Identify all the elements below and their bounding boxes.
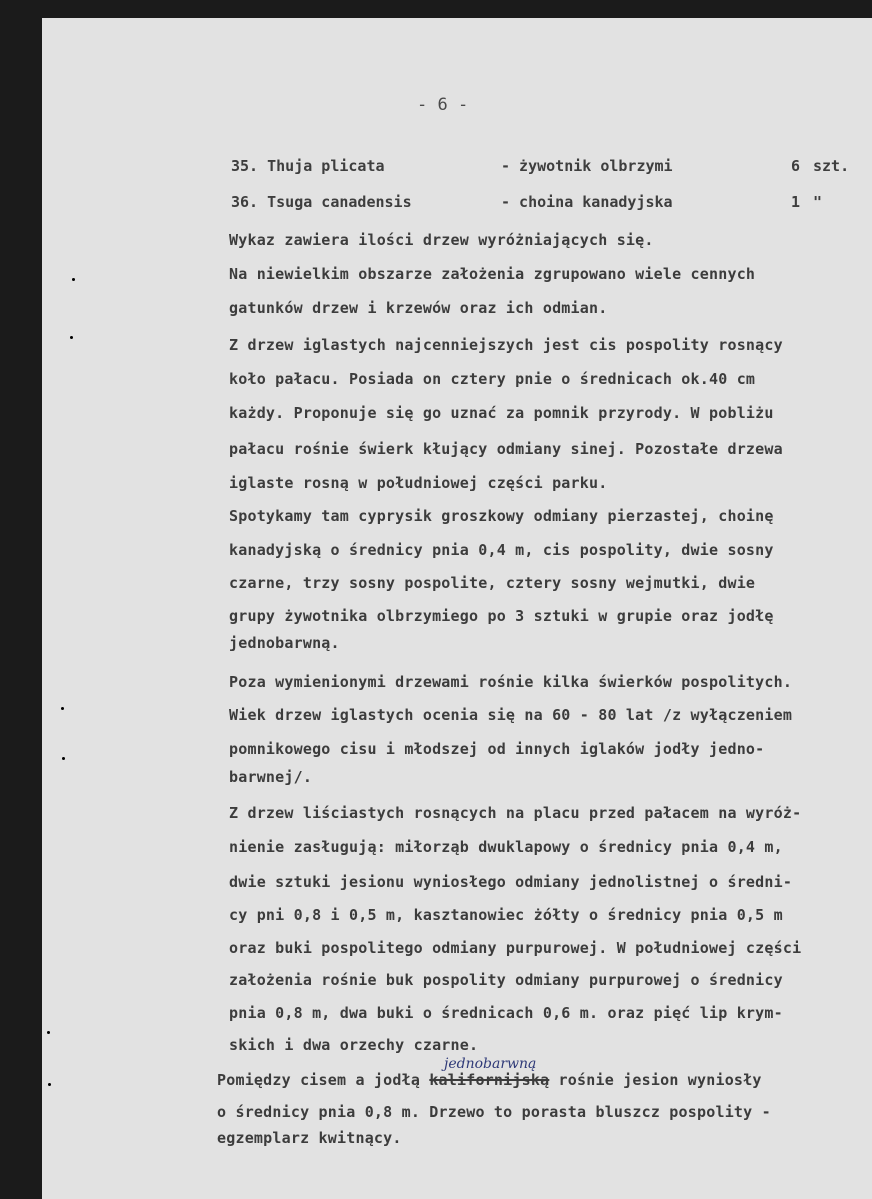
text-line: iglaste rosną w południowej części parku. bbox=[229, 474, 608, 492]
text-line: pałacu rośnie świerk kłujący odmiany sinej. Pozostałe drzewa bbox=[229, 440, 783, 458]
text-line: grupy żywotnika olbrzymiego po 3 sztuki w grupie oraz jodłę bbox=[229, 607, 774, 625]
text-segment: Pomiędzy cisem a jodłą bbox=[217, 1071, 421, 1089]
text-line: barwnej/. bbox=[229, 768, 313, 786]
text-line: pnia 0,8 m, dwa buki o średnicach 0,6 m. oraz pięć lip krym- bbox=[229, 1004, 783, 1022]
species-quantity: 6 bbox=[791, 157, 801, 175]
margin-dot bbox=[62, 757, 65, 760]
species-row bbox=[231, 193, 861, 217]
text-line: skich i dwa orzechy czarne. bbox=[229, 1036, 479, 1054]
species-latin-name: 36. Tsuga canadensis bbox=[231, 193, 412, 211]
text-segment: rośnie jesion wyniosły bbox=[558, 1071, 762, 1089]
text-line: oraz buki pospolitego odmiany purpurowej. W południowej części bbox=[229, 939, 802, 957]
text-line: kanadyjską o średnicy pnia 0,4 m, cis pospolity, dwie sosny bbox=[229, 541, 774, 559]
species-unit: szt. bbox=[813, 157, 850, 175]
text-line: Z drzew liściastych rosnących na placu przed pałacem na wyróż- bbox=[229, 804, 802, 822]
text-line: Wiek drzew iglastych ocenia się na 60 - 80 lat /z wyłączeniem bbox=[229, 706, 793, 724]
margin-dot bbox=[47, 1031, 50, 1034]
text-line: egzemplarz kwitnący. bbox=[217, 1129, 402, 1147]
margin-dot bbox=[72, 278, 75, 281]
text-line: założenia rośnie buk pospolity odmiany purpurowej o średnicy bbox=[229, 971, 783, 989]
species-quantity: 1 bbox=[791, 193, 801, 211]
species-row bbox=[231, 157, 861, 181]
text-line: Na niewielkim obszarze założenia zgrupowano wiele cennych bbox=[229, 265, 756, 283]
text-line: Wykaz zawiera ilości drzew wyróżniających się. bbox=[229, 231, 654, 249]
text-line: jednobarwną. bbox=[229, 634, 340, 652]
text-line: Spotykamy tam cyprysik groszkowy odmiany pierzastej, choinę bbox=[229, 507, 774, 525]
text-line: koło pałacu. Posiada on cztery pnie o średnicach ok.40 cm bbox=[229, 370, 756, 388]
margin-dot bbox=[61, 707, 64, 710]
margin-dot bbox=[48, 1083, 51, 1086]
species-polish-name: - żywotnik olbrzymi bbox=[501, 157, 673, 175]
text-line: pomnikowego cisu i młodszej od innych iglaków jodły jedno- bbox=[229, 740, 765, 758]
species-latin-name: 35. Thuja plicata bbox=[231, 157, 385, 175]
struck-word: kalifornijską bbox=[429, 1071, 550, 1089]
text-line: gatunków drzew i krzewów oraz ich odmian. bbox=[229, 299, 608, 317]
page-number: - 6 - bbox=[417, 95, 469, 115]
text-line: każdy. Proponuje się go uznać za pomnik przyrody. W pobliżu bbox=[229, 404, 774, 422]
text-line: dwie sztuki jesionu wyniosłego odmiany jednolistnej o średni- bbox=[229, 873, 793, 891]
margin-dot bbox=[70, 336, 73, 339]
handwritten-correction: jednobarwną bbox=[444, 1056, 537, 1072]
text-line: nienie zasługują: miłorząb dwuklapowy o średnicy pnia 0,4 m, bbox=[229, 838, 783, 856]
text-line bbox=[217, 1071, 762, 1089]
text-line: cy pni 0,8 i 0,5 m, kasztanowiec żółty o średnicy pnia 0,5 m bbox=[229, 906, 783, 924]
text-line: Poza wymienionymi drzewami rośnie kilka świerków pospolitych. bbox=[229, 673, 793, 691]
text-line: o średnicy pnia 0,8 m. Drzewo to porasta bluszcz pospolity - bbox=[217, 1103, 771, 1121]
species-unit: " bbox=[813, 193, 823, 211]
text-line: czarne, trzy sosny pospolite, cztery sosny wejmutki, dwie bbox=[229, 574, 756, 592]
text-line: Z drzew iglastych najcenniejszych jest cis pospolity rosnący bbox=[229, 336, 783, 354]
species-polish-name: - choina kanadyjska bbox=[501, 193, 673, 211]
